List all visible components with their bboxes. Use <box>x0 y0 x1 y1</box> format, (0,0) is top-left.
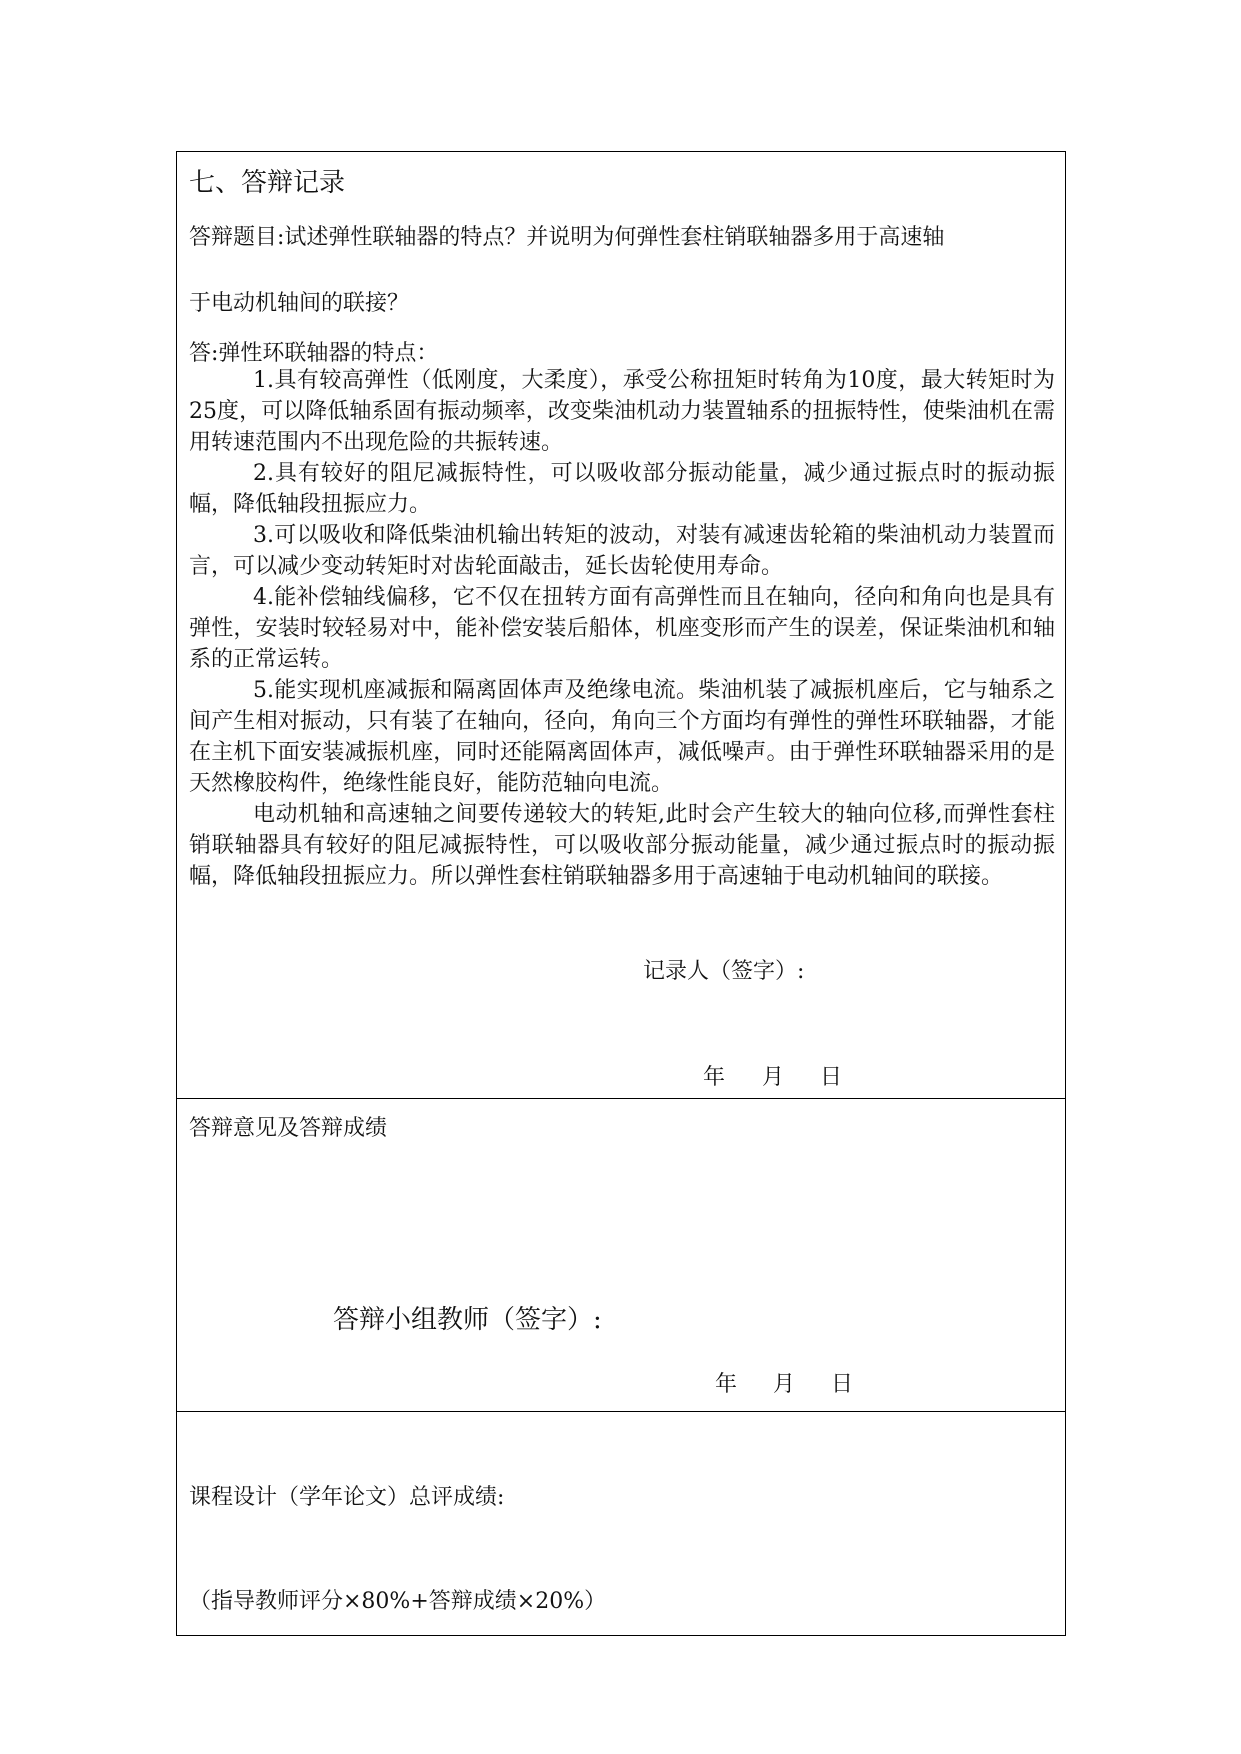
defense-record-form <box>176 151 1066 1636</box>
date-day: 日 <box>831 1372 854 1397</box>
date-day: 日 <box>820 1065 843 1090</box>
answer-intro: 答:弹性环联轴器的特点： <box>189 341 439 366</box>
overall-grade-section <box>177 1411 1065 1635</box>
defense-record-section <box>177 152 1065 1098</box>
answer-point-3: 3.可以吸收和降低柴油机输出转矩的波动，对装有减速齿轮箱的柴油机动力装置而言，可以减少变动转矩时对齿轮面敲击，延长齿轮使用寿命。 <box>189 523 1055 579</box>
defense-opinion-section <box>177 1098 1065 1411</box>
question-line-1: 答辩题目:试述弹性联轴器的特点？并说明为何弹性套柱销联轴器多用于高速轴 <box>189 225 945 250</box>
date-month: 月 <box>762 1065 785 1090</box>
answer-point-2: 2.具有较好的阻尼减振特性，可以吸收部分振动能量，减少通过振点时的振动振幅，降低轴段扭振应力。 <box>189 461 1055 517</box>
date-month: 月 <box>773 1372 796 1397</box>
date-year: 年 <box>703 1065 726 1090</box>
answer-conclusion: 电动机轴和高速轴之间要传递较大的转矩,此时会产生较大的轴向位移,而弹性套柱销联轴器具有较好的阻尼减振特性，可以吸收部分振动能量，减少通过振点时的振动振幅，降低轴段扭振应力。所以弹性套柱销联轴器多用于高速轴于电动机轴间的联接。 <box>189 802 1055 889</box>
grade-formula: （指导教师评分×80%+答辩成绩×20%） <box>189 1589 607 1614</box>
opinion-heading: 答辩意见及答辩成绩 <box>189 1116 388 1141</box>
question-line-2: 于电动机轴间的联接？ <box>189 291 410 316</box>
answer-point-1: 1.具有较高弹性（低刚度，大柔度），承受公称扭矩时转角为10度，最大转矩时为25度，可以降低轴系固有振动频率，改变柴油机动力装置轴系的扭振特性，使柴油机在需用转速范围内不出现危险的共振转速。 <box>189 368 1055 455</box>
recorder-signature-label: 记录人（签字）: <box>643 959 805 984</box>
teacher-signature-label: 答辩小组教师（签字）: <box>333 1305 602 1335</box>
overall-grade-label: 课程设计（学年论文）总评成绩: <box>189 1485 505 1510</box>
answer-point-4: 4.能补偿轴线偏移，它不仅在扭转方面有高弹性而且在轴向，径向和角向也是具有弹性，安装时较轻易对中，能补偿安装后船体，机座变形而产生的误差，保证柴油机和轴系的正常运转。 <box>189 585 1055 672</box>
date-year: 年 <box>715 1372 738 1397</box>
answer-point-5: 5.能实现机座减振和隔离固体声及绝缘电流。柴油机装了减振机座后，它与轴系之间产生相对振动，只有装了在轴向，径向，角向三个方面均有弹性的弹性环联轴器，才能在主机下面安装减振机座，同时还能隔离固体声，减低噪声。由于弹性环联轴器采用的是天然橡胶构件，绝缘性能良好，能防范轴向电流。 <box>189 678 1055 796</box>
section-heading: 七、答辩记录 <box>189 168 346 198</box>
